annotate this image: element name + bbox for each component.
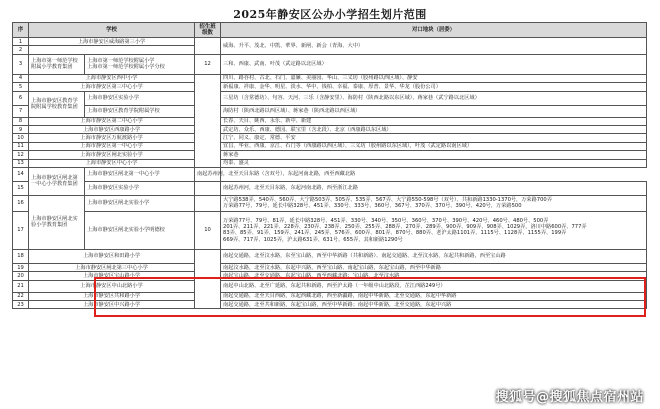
cell-area: 威海、升平、茂北、中凯、華界、新闸、新会（青海、大中） [221,38,647,55]
cell-seq: 12 [13,151,29,159]
table-row [13,301,647,309]
header-area: 对口地块（居委） [221,23,647,38]
cell-school: 上海市静安区威海路第三小学 [29,38,195,46]
cell-seq: 16 [13,195,29,211]
cell-seq: 9 [13,125,29,133]
cell-school: 上海市静安区闸北第三中心小学 [29,263,195,271]
cell-quota [195,74,221,167]
area-line: 201弄、211弄、221弄、228弄、230弄、238弄、250弄、255弄、288弄、270弄、289弄、900弄、909弄、908弄、1029弄，洛川中路600弄、777弄 [223,224,587,231]
cell-area: 三星坊（含常德坊）、句容、天河、三乐（含静安里）、海防村（陕西北路以东区域），蒋家巷（武宁路以北区域） [221,91,647,105]
cell-school: 上海市静安区共和路小学 [29,292,195,300]
area-line: 669弄、717弄、1025弄，沪太路631弄、631号、655弄、其和新路1290号 [223,236,403,243]
cell-quota [195,249,221,309]
cell-school: 上海市静安区西康路小学 [29,125,195,133]
cell-school: 上海市静安区闸北实验小学 [29,151,195,159]
cell-seq: 4 [13,74,29,82]
cell-seq: 19 [13,263,29,271]
table-row [13,280,647,292]
cell-seq: 11 [13,142,29,150]
cell-seq: 17 [13,211,29,249]
cell-school: 上海市静安区教育学院附属学校 [85,105,195,117]
cell-school: 上海市静安区第一中心小学 [29,142,195,150]
table-row [13,117,647,125]
cell-school: 上海市静安区第三中心小学 [29,83,195,91]
table-row [13,263,647,271]
cell-seq: 6 [13,91,29,105]
cell-seq: 7 [13,105,29,117]
cell-school: 上海市静安区宝山路小学 [29,272,195,280]
enrollment-table [12,22,647,309]
cell-seq: 22 [13,292,29,300]
header-seq: 序 [13,23,29,38]
area-line: 大宁路538弄、540弄、560弄、大宁路503弄、505弄、535弄、567弄、大宁路550-598号（双号）、共和新路1330-1370号，万荣路700弄 [223,197,552,204]
header-school: 学校 [29,23,195,38]
cell-area: 蒋家巷 [221,151,647,159]
page-title: 2025年静安区公办小学招生划片范围 [233,8,427,21]
cell-school [85,54,195,74]
cell-school: 上海市静安区闸北第一中心小学 [85,167,195,181]
cell-group: 上海市静安区闸北第一中心小学教育集团 [29,167,85,195]
table-row [13,292,647,300]
cell-quota: 10 [195,211,221,249]
area-line: 万荣路77号、79号、81弄，延长中路328号、451弄、330号、340号、350号、360号、370号、390号、420号、460号、480号、500弄 [223,218,549,224]
table-row [13,74,647,82]
cell-seq: 18 [13,249,29,263]
table-row [13,167,647,181]
table-row [13,249,647,263]
cell-area: 海防村（陕西北路以西区域）、蒋家巷（陕西北路以西区域） [221,105,647,117]
cell-seq: 13 [13,159,29,167]
cell-school: 上海市静安区和田路小学 [29,249,195,263]
table-row [13,38,647,46]
cell-area: 三和、西康、武南、叶茂（武定路以北区域） [221,54,647,74]
cell-school: 上海市静安区闸北实验小学 [85,195,195,211]
school-b: 上海市第一师范学校附属小学分校 [87,64,165,71]
cell-group: 上海市静安区教育学院附属学校教育集团 [29,91,85,117]
table-row [13,211,647,249]
cell-area: 南起苏州河，北至天目东路（含双号），东起河南北路，西至西藏北路 [195,167,221,181]
cell-area: 南起中山北路、北至广延路，东起共和新路，西至沪太路（一年级中山北路段、芷江西路249号） [221,280,647,292]
cell-area: 长春、天目、姚西、永乐、新中、新建 [221,117,647,125]
cell-seq: 15 [13,181,29,195]
table-row [13,125,647,133]
cell-seq: 3 [13,54,29,74]
cell-seq: 14 [13,167,29,181]
cell-area: 南起宝山路，北至交通路，东起宝山路，西至西藏北路；宝山路，北至汶水路 [221,272,647,280]
table-row [13,195,647,211]
cell-seq: 20 [13,272,29,280]
cell-area [221,195,647,211]
cell-area: 四川、路谷村、古北、石门、嘉廉、美丽园、华山、三义坊（胶州路以西区域）、静安 [221,74,647,82]
area-line: 83弄、85弄、91弄、159弄、241弄、245弄、576弄、600弄、801弄、870号、880弄、老沪太路1101弄、1115号、1128弄、1155弄、199弄 [223,230,567,237]
table-header-row [13,23,647,38]
cell-quota: 12 [195,54,221,74]
table-row [13,272,647,280]
cell-seq: 23 [13,301,29,309]
cell-area: 南起交通路，北至共和新路，东起宝山路，西至中华新路；南起中华新路，北至交通路，东起中兴路 [221,301,647,309]
table-row [13,142,647,150]
cell-quota [195,38,221,55]
table-row [13,83,647,91]
cell-school: 上海市静安区万航渡路小学 [29,134,195,142]
cell-quota [195,181,221,195]
cell-group: 上海市静安区闸北实验小学教育集团 [29,195,85,249]
table-row [13,151,647,159]
cell-seq: 1 [13,38,29,46]
cell-school: 上海市静安区中兴路小学 [29,301,195,309]
cell-area: 江宁、同义、康定、常德、平安 [221,134,647,142]
table-row [13,134,647,142]
table-row [13,105,647,117]
cell-school: 上海市静安区闸北实验小学明德校 [85,211,195,249]
cell-area: 新福康、祥康、金华、明星、淡水、华中、钱柏、幸福、泰康、厚普、景华、华龙（股份公司） [221,83,647,91]
cell-group: 上海市第一师范学校附属小学教育集团 [29,54,85,74]
cell-quota [195,195,221,211]
cell-area: 南起交通路，北至汶水路，东至宝山路，西至中华新路（共和新路）、南起交通路、北至汶水路，东起共和新路，西至宝山路 [221,249,647,263]
cell-area: 南起汶水路，北至汶水路，东起中兴路，西至宝山路、南起宝山路，东起宝山路，西至中华新路 [221,263,647,271]
area-line: 万荣路77号、79号，延长中路328号、451弄、330号、333号、360号、367号、370弄、370号、390号、420号，万荣路500 [223,203,522,210]
table-row [13,159,647,167]
cell-area: 南起苏州河，北至天目东路，东起河南北路，西至浙江北路 [221,181,647,195]
cell-seq: 10 [13,134,29,142]
cell-area: 均泰、盛灵 [221,159,647,167]
cell-area: 武定坊、众乐、西康、德园、联宝里（含北段）、北京（西康路以东区域） [221,125,647,133]
cell-school: 上海市静安区第二中心小学 [29,117,195,125]
table-row [13,91,647,105]
watermark: 搜狐号@搜狐焦点宿州站 [495,390,644,405]
table-row [13,54,647,74]
cell-school: 上海市静安区实验小学 [85,91,195,105]
cell-seq: 8 [13,117,29,125]
cell-school: 上海市静安区中山北路小学 [29,280,195,292]
cell-seq: 21 [13,280,29,292]
header-quota: 招生班级数 [195,23,221,38]
cell-school: 上海市静安区中心小学 [29,159,195,167]
cell-seq: 5 [13,83,29,91]
cell-seq: 2 [13,46,29,54]
cell-school: 上海市静安区西中小学 [29,74,195,82]
table-row [13,181,647,195]
cell-area [221,211,647,249]
cell-area: 南起交通路，北至天目西路，东起西藏北路，西至新疆路，南起中华新路，北至交通路，东起中华新路 [221,292,647,300]
school-a: 上海市第一师范学校附属小学 [87,58,155,65]
cell-school [29,46,195,54]
cell-school: 上海市静安区实验小学 [85,181,195,195]
cell-area: 宜昌、华业、西康、京江、石门等（西康路以西区域）、三义坊（胶州路以东区域），叶茂（武定路以南区域） [221,142,647,150]
